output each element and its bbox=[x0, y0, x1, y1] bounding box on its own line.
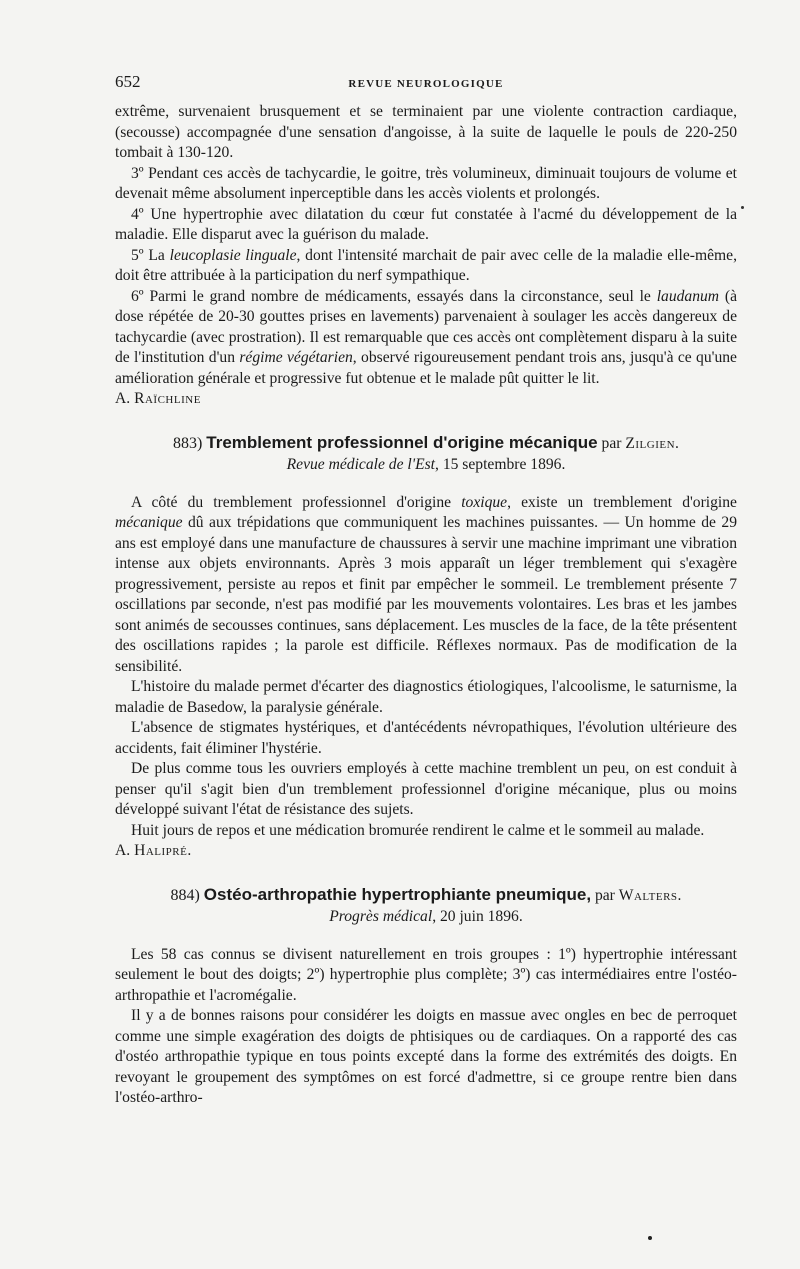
article-heading bbox=[115, 432, 737, 475]
text-run: , existe un tremblement d'origine bbox=[507, 493, 737, 511]
source-date: , 15 septembre 1896. bbox=[435, 455, 566, 473]
text-run: (à dose répétée de 20-30 gouttes prises en lavements) parvenaient à soulager les accès dangereux de tachycardie (avec prostration). Il est remarquable que ces accès ont complètement disparu à la suite de l'institution d'un bbox=[115, 287, 738, 366]
italic-term: laudanum bbox=[656, 287, 720, 305]
italic-term: mécanique bbox=[115, 514, 183, 531]
signature-name: Raïchline bbox=[134, 390, 201, 407]
paragraph: 3º Pendant ces accès de tachycardie, le goitre, très volumineux, diminuait toujours de volume et devenait même absolument inperceptible dans les accès violents et prolongés. bbox=[115, 164, 737, 202]
article-author: Walters bbox=[618, 886, 678, 904]
by-text: par bbox=[591, 886, 619, 904]
italic-term: régime végétarien bbox=[239, 349, 353, 366]
source-date: , 20 juin 1896. bbox=[432, 907, 523, 925]
article-884 bbox=[115, 884, 737, 1109]
separator: . bbox=[677, 886, 682, 904]
page-number: 652 bbox=[115, 72, 141, 91]
print-speck bbox=[741, 206, 744, 209]
previous-article bbox=[115, 102, 737, 410]
italic-term: leucoplasie linguale bbox=[169, 246, 297, 264]
journal-title: REVUE NEUROLOGIQUE bbox=[348, 78, 504, 90]
signature bbox=[115, 389, 737, 410]
article-heading bbox=[115, 884, 737, 927]
text-run: 5º La bbox=[131, 246, 170, 264]
signature-initial: A. bbox=[115, 390, 131, 407]
by-text: par bbox=[597, 434, 626, 452]
running-head bbox=[115, 72, 737, 94]
signature-name: Halipré. bbox=[134, 842, 192, 859]
paragraph: Il y a de bonnes raisons pour considérer les doigts en massue avec ongles en bec de perroquet comme une simple exagération des doigts de phtisiques ou de cardiaques. On a rapporté des cas d'ostéo arthropathie typique en tous points excepté dans la forme des extrémités des doigts. En revoyant le groupement des symptômes on est forcé d'admettre, si ce groupe rentre bien dans l'ostéo-arthro- bbox=[115, 1007, 737, 1106]
paragraph: De plus comme tous les ouvriers employés à cette machine tremblent un peu, on est conduit à penser qu'il s'agit bien d'un tremblement professionnel d'origine mécanique, plus ou moins développé suivant l'état de résistance des sujets. bbox=[115, 760, 737, 818]
text-run: A côté du tremblement professionnel d'origine bbox=[131, 493, 462, 511]
text-run: , observé rigoureusement pendant trois ans, jusqu'à ce qu'une amélioration générale et progressive fut obtenue et le malade pût quitter le lit. bbox=[115, 349, 737, 387]
page bbox=[115, 72, 737, 1109]
separator: . bbox=[675, 434, 679, 452]
text-run: dû aux trépidations que communiquent les machines puissantes. — Un homme de 29 ans est employé dans une manufacture de chaussures à servir une machine imprimant une vibration intense aux objets environnants. Après 3 mois apparaît un léger tremblement qui s'exagère progressivement, persiste au repos et finit par empêcher le sommeil. Le tremblement présente 7 oscillations par seconde, n'est pas modifié par les mouvements volontaires. Les bras et les jambes sont animés de secousses continues, sans déplacement. Les muscles de la face, de la tête présentent des oscillations rapides ; la parole est difficile. Réflexes normaux. Pas de modification de la sensibilité. bbox=[115, 514, 737, 675]
article-number: 884) bbox=[170, 886, 200, 904]
paragraph bbox=[115, 287, 737, 390]
italic-term: toxique bbox=[461, 493, 508, 511]
text-run: 6º Parmi le grand nombre de médicaments, essayés dans la circonstance, seul le bbox=[131, 287, 657, 305]
paragraph: 4º Une hypertrophie avec dilatation du cœur fut constatée à l'acmé du développement de la maladie. Elle disparut avec la guérison du malade. bbox=[115, 205, 737, 243]
print-speck bbox=[648, 1236, 652, 1240]
article-883 bbox=[115, 432, 737, 862]
paragraph: Les 58 cas connus se divisent naturellement en trois groupes : 1º) hypertrophie intéressant seulement le bout des doigts; 2º) hypertrophie plus complète; 3º) cas intermédiaires entre l'ostéo-arthropathie et l'acromégalie. bbox=[115, 945, 737, 1004]
paragraph: extrême, survenaient brusquement et se terminaient par une violente contraction cardiaque, (secousse) accompagnée d'une sensation d'angoisse, à la suite de laquelle le pouls de 220-250 tombait à 130-120. bbox=[115, 103, 737, 161]
source-journal: Progrès médical bbox=[329, 907, 433, 925]
article-title: Ostéo-arthropathie hypertrophiante pneumique, bbox=[203, 884, 592, 904]
article-number: 883) bbox=[173, 434, 203, 452]
source-journal: Revue médicale de l'Est bbox=[286, 455, 436, 473]
signature-initial: A. bbox=[115, 842, 131, 859]
paragraph bbox=[115, 493, 737, 678]
signature bbox=[115, 841, 737, 862]
paragraph bbox=[115, 246, 737, 287]
paragraph: L'absence de stigmates hystériques, et d'antécédents névropathiques, l'évolution ultérieure des accidents, fait éliminer l'hystérie. bbox=[115, 719, 737, 757]
paragraph: Huit jours de repos et une médication bromurée rendirent le calme et le sommeil au malade. bbox=[131, 821, 705, 839]
article-author: Zilgien bbox=[625, 434, 676, 452]
paragraph: L'histoire du malade permet d'écarter des diagnostics étiologiques, l'alcoolisme, le saturnisme, la maladie de Basedow, la paralysie générale. bbox=[115, 678, 737, 716]
text-run: , dont l'intensité marchait de pair avec celle de la maladie elle-même, doit être attribuée à la participation du nerf sympathique. bbox=[115, 246, 737, 284]
article-title: Tremblement professionnel d'origine mécanique bbox=[206, 432, 598, 452]
